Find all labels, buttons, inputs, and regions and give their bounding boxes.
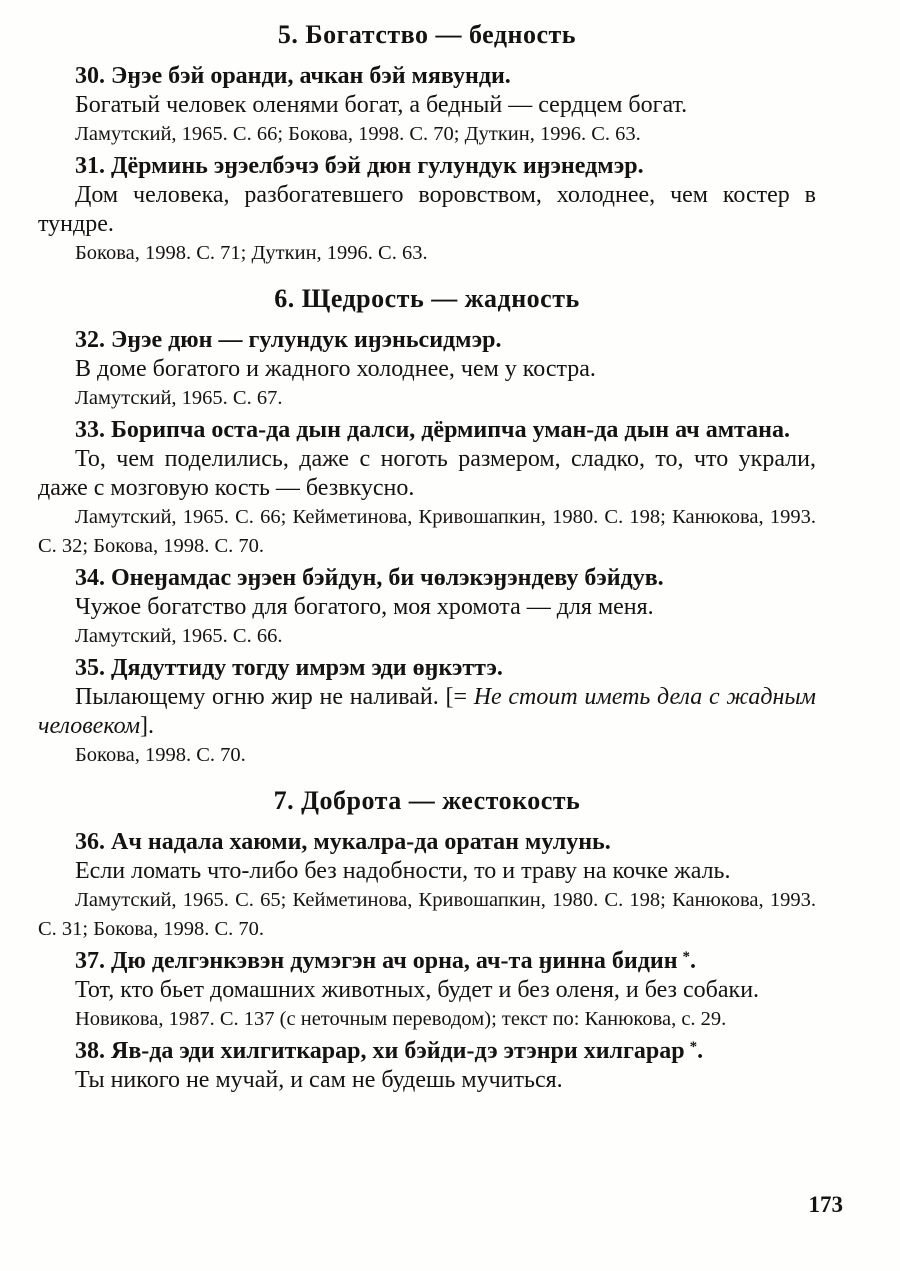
proverb-source xyxy=(38,947,816,976)
proverb-source xyxy=(38,654,816,683)
proverb-citation: Ламутский, 1965. С. 66; Кейметинова, Кривошапкин, 1980. С. 198; Канюкова, 1993. С. 32; Бокова, 1998. С. 70. xyxy=(38,506,816,557)
proverb-source-text: Дю делгэнкэвэн думэгэн ач орна, ач-та ӈинна бидин xyxy=(111,948,678,974)
proverb-citation: Новикова, 1987. С. 137 (с неточным переводом); текст по: Канюкова, с. 29. xyxy=(75,1008,727,1030)
proverb-translation: Чужое богатство для богатого, моя хромота — для меня. xyxy=(75,594,654,620)
proverb-entry-37 xyxy=(38,947,816,1034)
proverb-citation: Бокова, 1998. С. 70. xyxy=(75,744,246,766)
footnote-asterisk: * xyxy=(682,949,691,965)
proverb-number: 38. xyxy=(75,1038,105,1064)
proverb-number: 34. xyxy=(75,565,105,591)
page-number: 173 xyxy=(808,1192,843,1217)
proverb-entry-31 xyxy=(38,152,816,268)
proverb-number: 32. xyxy=(75,327,105,353)
proverb-translation: Дом человека, разбогатевшего воровством, холоднее, чем костер в тундре. xyxy=(38,182,816,237)
footnote-asterisk: * xyxy=(689,1039,698,1055)
proverb-citation: Ламутский, 1965. С. 67. xyxy=(75,387,283,409)
proverb-number: 37. xyxy=(75,948,105,974)
section-heading: 6. Щедрость — жадность xyxy=(274,284,580,313)
proverb-entry-30 xyxy=(38,62,816,149)
proverb-source-text: Яв-да эди хилгиткарар, хи бэйди-дэ этэнри хилгарар xyxy=(111,1038,685,1064)
proverb-entry-34 xyxy=(38,564,816,651)
section-heading: 5. Богатство — бедность xyxy=(277,20,577,49)
section-heading: 7. Доброта — жестокость xyxy=(273,786,581,815)
section-bogatstvo-bednost xyxy=(38,20,816,268)
proverb-translation: То, чем поделились, даже с ноготь размером, сладко, то, что украли, даже с мозговую кость — безвкусно. xyxy=(38,446,816,501)
section-shchedrost-zhadnost xyxy=(38,284,816,770)
proverb-translation: Если ломать что-либо без надобности, то и траву на кочке жаль. xyxy=(75,858,731,884)
proverb-number: 33. xyxy=(75,417,105,443)
proverb-translation xyxy=(38,683,816,741)
proverb-citation: Ламутский, 1965. С. 66. xyxy=(75,625,283,647)
proverb-entry-32 xyxy=(38,326,816,413)
proverb-source-period: . xyxy=(697,1038,704,1064)
proverb-source xyxy=(38,416,816,445)
proverb-source xyxy=(38,326,816,355)
proverb-source-text: Дядуттиду тогду имрэм эди өӈкэттэ. xyxy=(111,655,503,681)
translation-plain: ]. xyxy=(140,713,155,739)
proverb-number: 35. xyxy=(75,655,105,681)
proverb-source-period: . xyxy=(690,948,697,974)
proverb-source-text: Борипча оста-да дын далси, дёрмипча уман-да дын ач амтана. xyxy=(111,417,790,443)
proverb-entry-35 xyxy=(38,654,816,770)
translation-plain: Пылающему огню жир не наливай. [= xyxy=(75,684,474,710)
proverb-citation: Бокова, 1998. С. 71; Дуткин, 1996. С. 63. xyxy=(75,242,428,264)
proverb-entry-33 xyxy=(38,416,816,561)
translation-editorial-note: Не стоит иметь дела с жадным человеком xyxy=(38,684,816,739)
proverb-translation: Ты никого не мучай, и сам не будешь мучиться. xyxy=(75,1067,563,1093)
proverb-source-text: Дёрминь эӈэелбэчэ бэй дюн гулундук иӈэнедмэр. xyxy=(111,153,644,179)
proverb-source xyxy=(38,62,816,91)
proverb-number: 36. xyxy=(75,829,105,855)
page-content xyxy=(38,20,816,1095)
proverb-translation: В доме богатого и жадного холоднее, чем у костра. xyxy=(75,356,596,382)
proverb-source-text: Ач надала хаюми, мукалра-да оратан мулунь. xyxy=(111,829,611,855)
proverb-translation: Тот, кто бьет домашних животных, будет и без оленя, и без собаки. xyxy=(75,977,760,1003)
proverb-citation: Ламутский, 1965. С. 65; Кейметинова, Кривошапкин, 1980. С. 198; Канюкова, 1993. С. 31; Бокова, 1998. С. 70. xyxy=(38,889,816,940)
proverb-entry-38 xyxy=(38,1037,816,1095)
proverb-source xyxy=(38,152,816,181)
proverb-translation: Богатый человек оленями богат, а бедный — сердцем богат. xyxy=(75,92,688,118)
section-dobrota-zhestokost xyxy=(38,786,816,1095)
proverb-source-text: Эӈэе бэй оранди, ачкан бэй мявунди. xyxy=(111,63,511,89)
proverb-source xyxy=(38,564,816,593)
proverb-source xyxy=(38,828,816,857)
proverb-source-text: Онеӈамдас эӈэен бэйдун, би чөлэкэӈэндеву бэйдув. xyxy=(111,565,664,591)
proverb-citation: Ламутский, 1965. С. 66; Бокова, 1998. С. 70; Дуткин, 1996. С. 63. xyxy=(75,123,641,145)
proverb-number: 30. xyxy=(75,63,105,89)
proverb-source xyxy=(38,1037,816,1066)
proverb-source-text: Эӈэе дюн — гулундук иӈэньсидмэр. xyxy=(111,327,502,353)
proverb-entry-36 xyxy=(38,828,816,944)
proverb-number: 31. xyxy=(75,153,105,179)
